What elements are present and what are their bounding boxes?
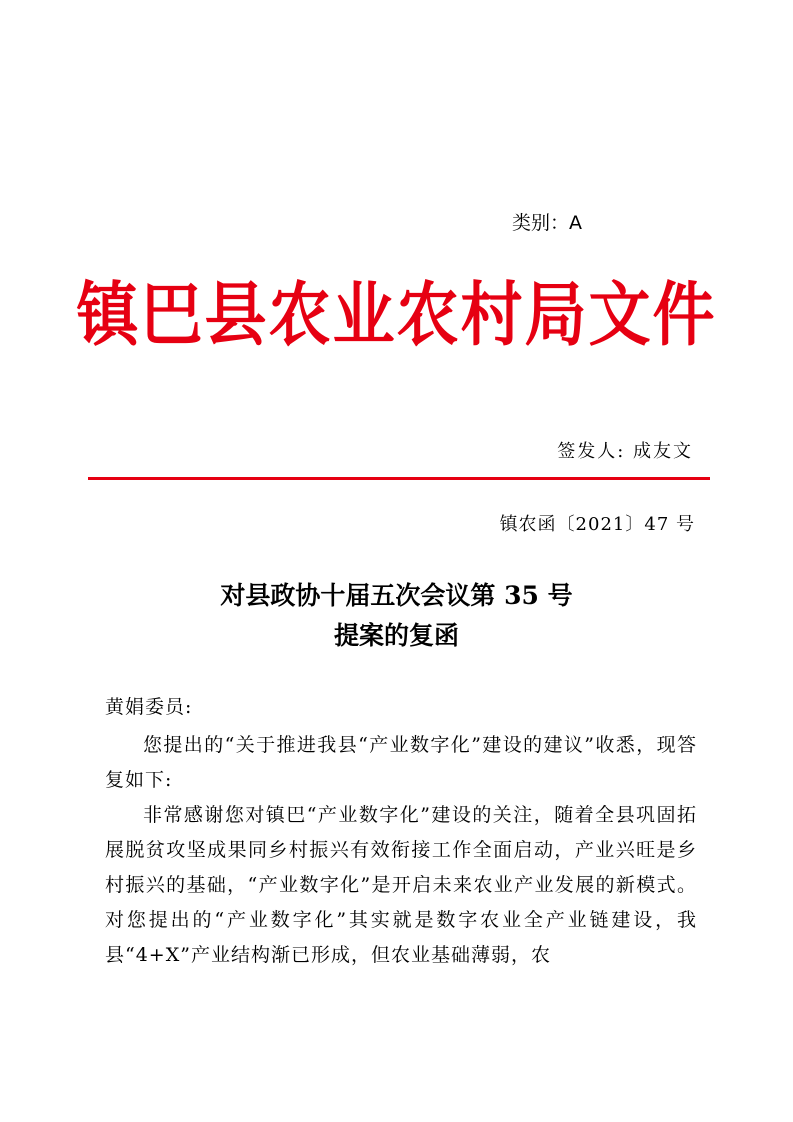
masthead-title: 镇巴县农业农村局文件 — [76, 273, 717, 356]
category-label: 类别：A — [512, 212, 582, 234]
signer-line: 签发人: 成友文 — [557, 441, 693, 462]
document-title — [0, 576, 793, 656]
title-line-1: 对县政协十届五次会议第 35 号 — [220, 581, 573, 610]
salutation: 黄娟委员: — [105, 696, 193, 718]
red-divider-rule — [88, 477, 710, 480]
body-text — [105, 728, 697, 973]
body-paragraph: 非常感谢您对镇巴“产业数字化”建设的关注，随着全县巩固拓展脱贫攻坚成果同乡村振兴有效衔接工作全面启动，产业兴旺是乡村振兴的基础，“产业数字化”是开启未来农业产业发展的新模式。对您提出的“产业数字化”其实就是数字农业全产业链建设，我县“4+X”产业结构渐已形成，但农业基础薄弱，农 — [105, 804, 697, 966]
document-number: 镇农函〔2021〕47 号 — [499, 514, 695, 535]
title-line-2: 提案的复函 — [333, 621, 459, 650]
body-paragraph: 您提出的“关于推进我县“产业数字化”建设的建议”收悉，现答复如下: — [105, 734, 697, 791]
